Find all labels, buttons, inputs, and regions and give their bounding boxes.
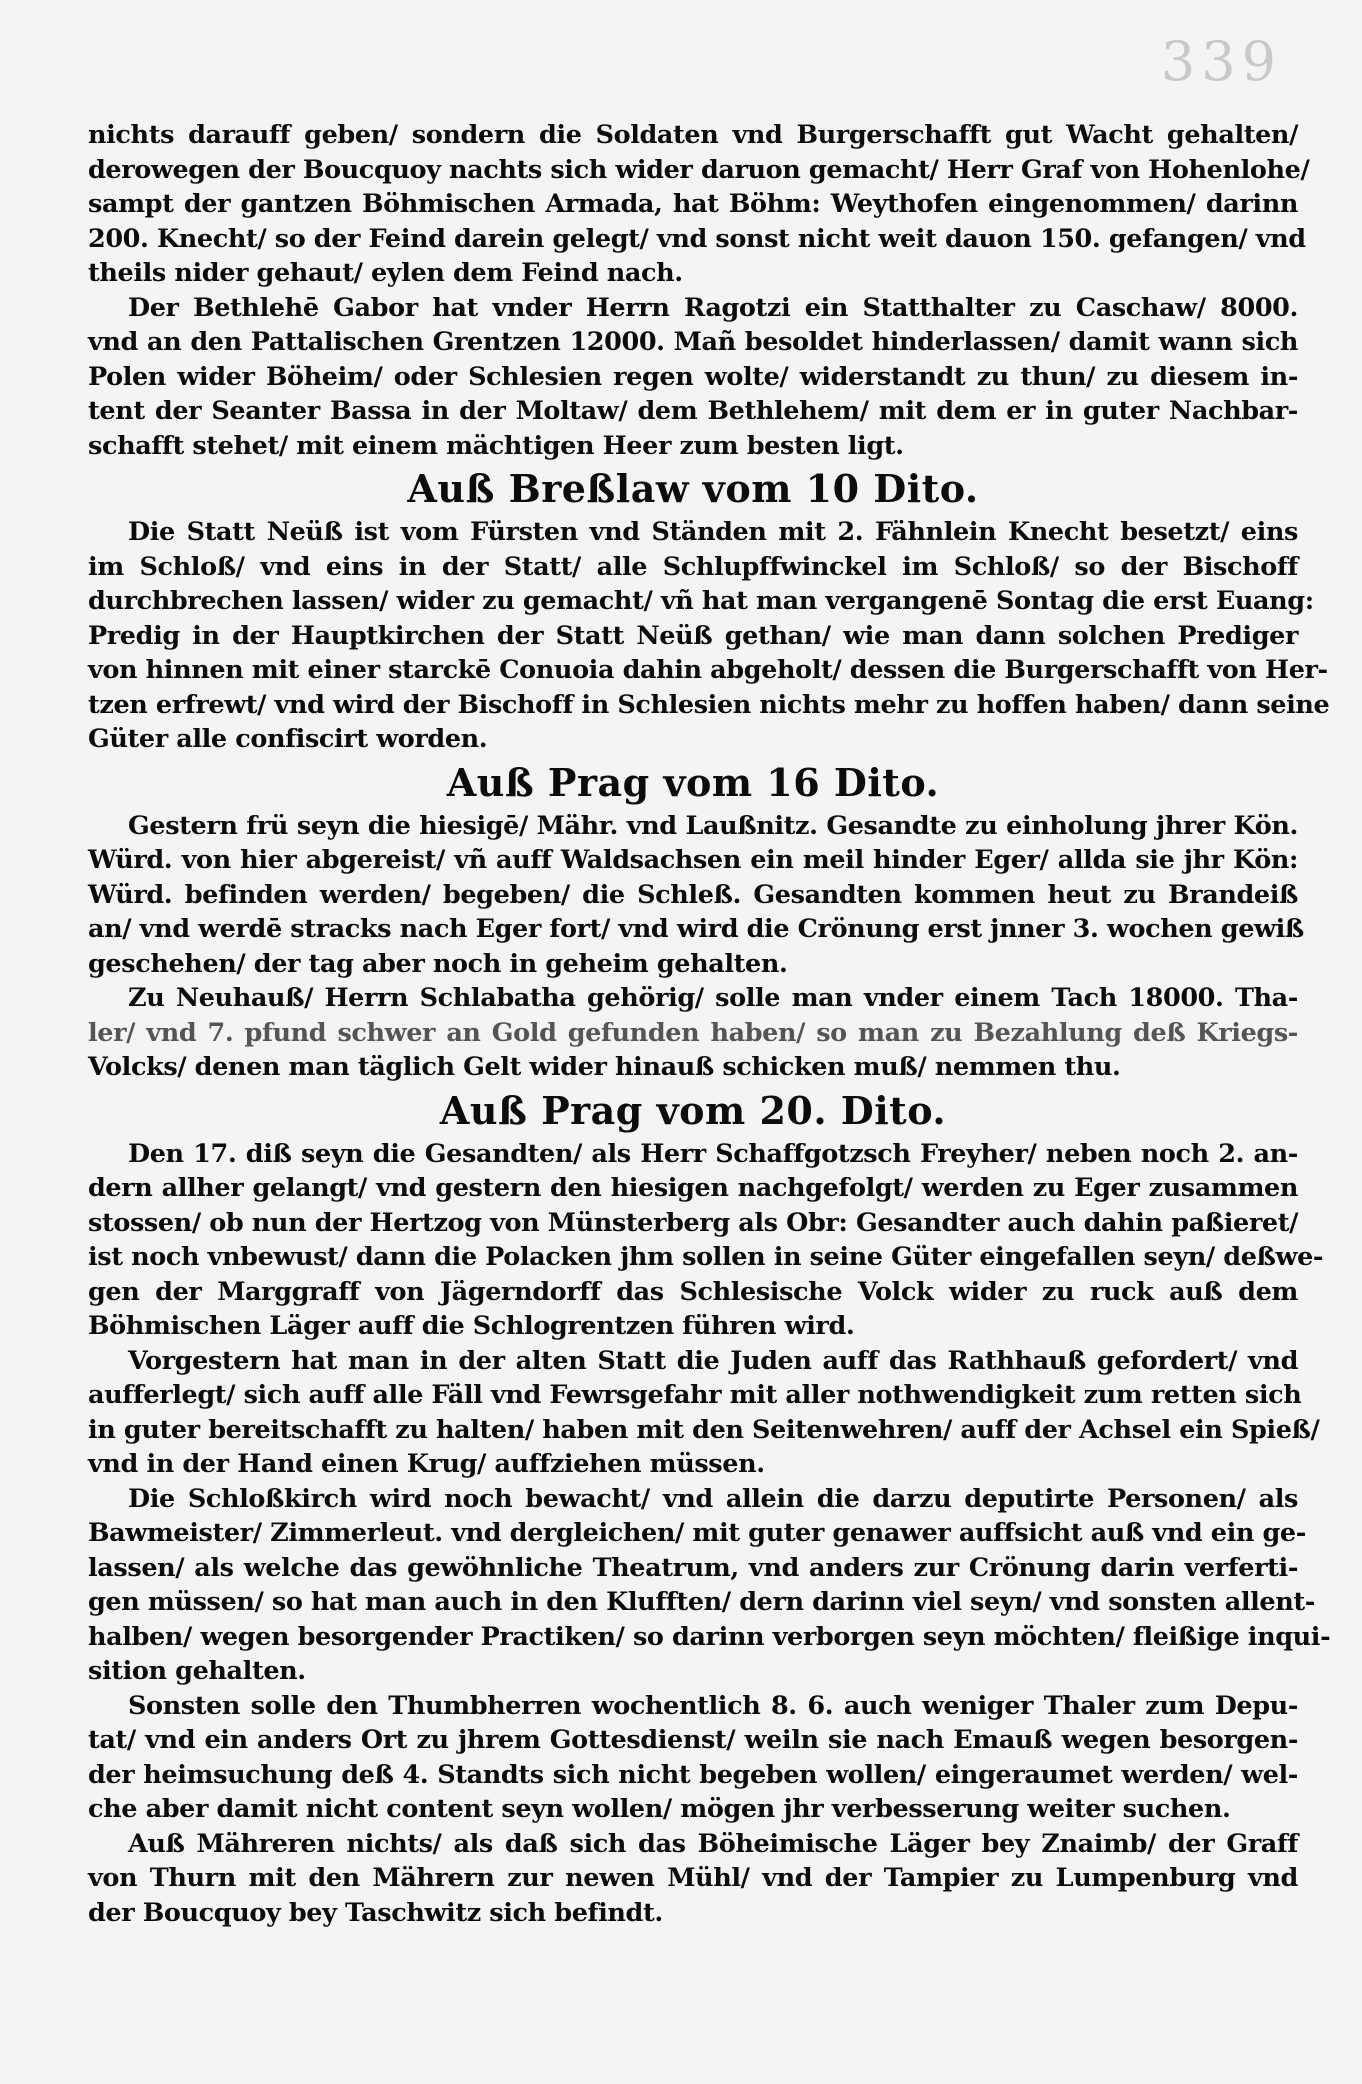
page-number: 339: [1160, 30, 1282, 93]
text-line: 200. Knecht/ so der Feind darein gelegt/ vnd sonst nicht weit dauon 150. gefangen/ vnd: [88, 223, 1306, 254]
section-breslaw: [88, 463, 1330, 757]
text-line: aufferlegt/ sich auff alle Fäll vnd Fewrsgefahr mit aller nothwendigkeit zum retten sich: [88, 1380, 1302, 1410]
text-line: der Boucquoy bey Taschwitz sich befindt.: [88, 1897, 663, 1928]
text-line: che aber damit nicht content seyn wollen/ mögen jhr verbesserung weiter suchen.: [88, 1794, 1231, 1824]
section-heading: Auß Breßlaw vom 10 Dito.: [407, 466, 979, 511]
text-line: Bawmeister/ Zimmerleut. vnd dergleichen/ mit guter genawer auffsicht auß vnd ein ge-: [88, 1518, 1306, 1548]
text-line: tzen erfrewt/ vnd wird der Bischoff in Schlesien nichts mehr zu hoffen haben/ dann seine: [88, 689, 1330, 720]
text-line: Sonsten solle den Thumbherren wochentlich 8. 6. auch weniger Thaler zum Depu-: [128, 1690, 1298, 1721]
text-line: vnd in der Hand einen Krug/ auffziehen müssen.: [88, 1449, 765, 1479]
text-line: an/ vnd werdē stracks nach Eger fort/ vnd wird die Crönung erst jnner 3. wochen gewiß: [88, 914, 1304, 944]
text-line: Vorgestern hat man in der alten Statt die Juden auff das Rathhauß gefordert/ vnd: [128, 1345, 1298, 1376]
text-line: vnd an den Pattalischen Grentzen 12000. Mañ besoldet hinderlassen/ damit wann sich: [88, 327, 1298, 357]
text-line: tat/ vnd ein anders Ort zu jhrem Gottesdienst/ weiln sie nach Emauß wegen besorgen-: [88, 1725, 1298, 1755]
text-line: stossen/ ob nun der Hertzog von Münsterberg als Obr: Gesandter auch dahin paßieret/: [88, 1207, 1298, 1238]
text-line: gen der Marggraff von Jägerndorff das Schlesische Volck wider zu ruck auß dem: [88, 1276, 1298, 1307]
section-continuation: [88, 118, 1310, 463]
text-line: geschehen/ der tag aber noch in geheim gehalten.: [88, 948, 788, 979]
section-prag-20: [88, 1085, 1331, 1931]
text-line: lassen/ als welche das gewöhnliche Theatrum, vnd anders zur Crönung darin verferti-: [88, 1552, 1298, 1583]
text-line: Auß Mähreren nichts/ als daß sich das Böheimische Läger bey Znaimb/ der Graff: [128, 1828, 1298, 1859]
text-line: gen müssen/ so hat man auch in den Klufften/ dern darinn viel seyn/ vnd sonsten allent-: [88, 1587, 1315, 1617]
text-line: derowegen der Boucquoy nachts sich wider daruon gemacht/ Herr Graf von Hohenlohe/: [88, 154, 1310, 185]
document-body: [88, 118, 1331, 1930]
section-prag-16: [88, 757, 1304, 1085]
text-line: Der Bethlehē Gabor hat vnder Herrn Ragotzi ein Statthalter zu Caschaw/ 8000.: [128, 292, 1298, 323]
text-line: Güter alle confiscirt worden.: [88, 724, 488, 754]
text-line: sition gehalten.: [88, 1656, 306, 1686]
text-line: Polen wider Böheim/ oder Schlesien regen wolte/ widerstandt zu thun/ zu diesem in-: [88, 361, 1298, 392]
text-line: dern allher gelangt/ vnd gestern den hiesigen nachgefolgt/ werden zu Eger zusammen: [88, 1173, 1298, 1203]
section-heading: Auß Prag vom 16 Dito.: [446, 759, 940, 805]
text-line: Die Schloßkirch wird noch bewacht/ vnd allein die darzu deputirte Personen/ als: [128, 1483, 1298, 1514]
text-line: Volcks/ denen man täglich Gelt wider hinauß schicken muß/ nemmen thu.: [88, 1052, 1121, 1082]
text-line: ist noch vnbewust/ dann die Polacken jhm sollen in seine Güter eingefallen seyn/ deßwe-: [88, 1242, 1324, 1272]
text-line: Würd. befinden werden/ begeben/ die Schleß. Gesandten kommen heut zu Brandeiß: [88, 879, 1298, 910]
text-line: Würd. von hier abgereist/ vñ auff Waldsachsen ein meil hinder Eger/ allda sie jhr Kön:: [88, 845, 1298, 875]
text-line: halben/ wegen besorgender Practiken/ so darinn verborgen seyn möchten/ fleißige inqui-: [88, 1621, 1331, 1652]
text-line: von hinnen mit einer starckē Conuoia dahin abgeholt/ dessen die Burgerschafft von Her-: [88, 655, 1328, 685]
text-line: Die Statt Neüß ist vom Fürsten vnd Ständen mit 2. Fähnlein Knecht besetzt/ eins: [128, 517, 1298, 547]
text-line: im Schloß/ vnd eins in der Statt/ alle Schlupffwinckel im Schloß/ so der Bischoff: [88, 551, 1298, 582]
text-line: Predig in der Hauptkirchen der Statt Neüß gethan/ wie man dann solchen Prediger: [88, 620, 1298, 651]
text-line: schafft stehet/ mit einem mächtigen Heer zum besten ligt.: [88, 430, 904, 461]
text-line: in guter bereitschafft zu halten/ haben mit den Seitenwehren/ auff der Achsel ein Spieß/: [88, 1414, 1320, 1445]
text-line: theils nider gehaut/ eylen dem Feind nach.: [88, 258, 683, 288]
text-line: Böhmischen Läger auff die Schlogrentzen führen wird.: [88, 1311, 855, 1341]
text-line: nichts darauff geben/ sondern die Soldaten vnd Burgerschafft gut Wacht gehalten/: [88, 120, 1298, 150]
section-heading: Auß Prag vom 20. Dito.: [439, 1087, 947, 1133]
text-line: Gestern frü seyn die hiesigē/ Mähr. vnd Laußnitz. Gesandte zu einholung jhrer Kön.: [128, 810, 1298, 841]
text-line: von Thurn mit den Mährern zur newen Mühl/ vnd der Tampier zu Lumpenburg vnd: [88, 1863, 1298, 1893]
text-line: der heimsuchung deß 4. Standts sich nicht begeben wollen/ eingeraumet werden/ wel-: [88, 1759, 1298, 1790]
text-line: ler/ vnd 7. pfund schwer an Gold gefunden haben/ so man zu Bezahlung deß Kriegs-: [88, 1017, 1298, 1048]
text-line: tent der Seanter Bassa in der Moltaw/ dem Bethlehem/ mit dem er in guter Nachbar-: [88, 396, 1298, 426]
text-line: durchbrechen lassen/ wider zu gemacht/ vñ hat man vergangenē Sontag die erst Euang:: [88, 586, 1314, 616]
text-line: Zu Neuhauß/ Herrn Schlabatha gehörig/ solle man vnder einem Tach 18000. Tha-: [128, 983, 1298, 1013]
text-line: Den 17. diß seyn die Gesandten/ als Herr Schaffgotzsch Freyher/ neben noch 2. an-: [128, 1138, 1298, 1169]
text-line: sampt der gantzen Böhmischen Armada, hat Böhm: Weythofen eingenommen/ darinn: [88, 189, 1298, 219]
